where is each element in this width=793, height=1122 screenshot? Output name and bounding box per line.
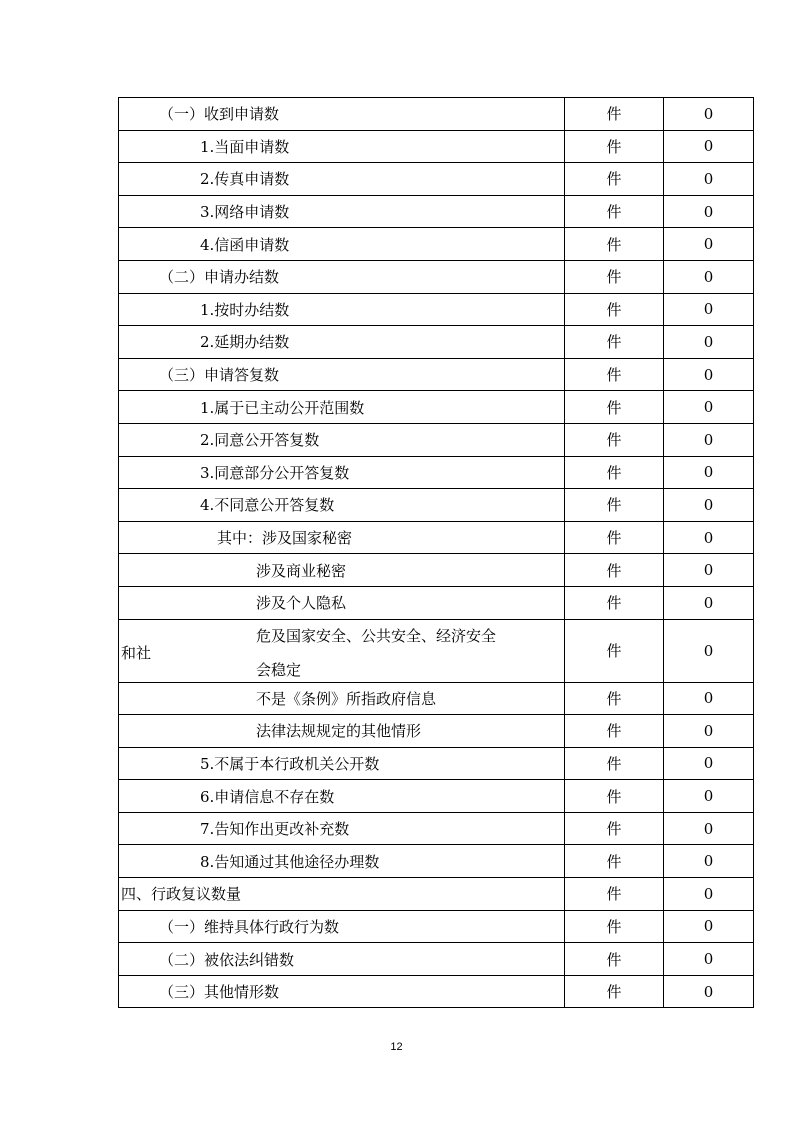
row-label-line: 会稳定 bbox=[256, 660, 302, 679]
row-label: 2.传真申请数 bbox=[119, 163, 565, 196]
table-row bbox=[119, 586, 754, 619]
row-label: 8.告知通过其他途径办理数 bbox=[119, 845, 565, 878]
row-label: 6.申请信息不存在数 bbox=[119, 780, 565, 813]
table-row bbox=[119, 521, 754, 554]
row-label: 不是《条例》所指政府信息 bbox=[119, 682, 565, 715]
row-value: 0 bbox=[664, 682, 754, 715]
row-value: 0 bbox=[664, 163, 754, 196]
row-unit: 件 bbox=[565, 554, 664, 587]
row-unit: 件 bbox=[565, 423, 664, 456]
row-unit: 件 bbox=[565, 163, 664, 196]
row-value: 0 bbox=[664, 619, 754, 682]
statistics-table bbox=[118, 97, 754, 1008]
table-row bbox=[119, 130, 754, 163]
page-number: 12 bbox=[390, 1041, 403, 1053]
row-value: 0 bbox=[664, 489, 754, 522]
row-label-line: 危及国家安全、公共安全、经济安全 bbox=[256, 626, 497, 645]
row-value: 0 bbox=[664, 358, 754, 391]
table-row bbox=[119, 195, 754, 228]
row-unit: 件 bbox=[565, 489, 664, 522]
row-unit: 件 bbox=[565, 943, 664, 976]
row-label: 2.同意公开答复数 bbox=[119, 423, 565, 456]
table-row bbox=[119, 975, 754, 1008]
table-row bbox=[119, 878, 754, 911]
row-label: 7.告知作出更改补充数 bbox=[119, 812, 565, 845]
row-value: 0 bbox=[664, 456, 754, 489]
row-value: 0 bbox=[664, 260, 754, 293]
row-unit: 件 bbox=[565, 98, 664, 131]
row-value: 0 bbox=[664, 910, 754, 943]
table-row bbox=[119, 228, 754, 261]
table-row bbox=[119, 747, 754, 780]
row-unit: 件 bbox=[565, 975, 664, 1008]
row-unit: 件 bbox=[565, 780, 664, 813]
row-label: （二）申请办结数 bbox=[119, 260, 565, 293]
row-unit: 件 bbox=[565, 228, 664, 261]
table-row bbox=[119, 780, 754, 813]
row-unit: 件 bbox=[565, 747, 664, 780]
row-value: 0 bbox=[664, 943, 754, 976]
row-value: 0 bbox=[664, 812, 754, 845]
row-label: 1.属于已主动公开范围数 bbox=[119, 391, 565, 424]
row-value: 0 bbox=[664, 195, 754, 228]
row-unit: 件 bbox=[565, 326, 664, 359]
row-unit: 件 bbox=[565, 195, 664, 228]
row-unit: 件 bbox=[565, 130, 664, 163]
row-label: （三）其他情形数 bbox=[119, 975, 565, 1008]
row-value: 0 bbox=[664, 130, 754, 163]
row-value: 0 bbox=[664, 391, 754, 424]
row-value: 0 bbox=[664, 975, 754, 1008]
row-label: 3.网络申请数 bbox=[119, 195, 565, 228]
table-row bbox=[119, 423, 754, 456]
row-value: 0 bbox=[664, 326, 754, 359]
row-label: 涉及商业秘密 bbox=[119, 554, 565, 587]
row-label: （一）收到申请数 bbox=[119, 98, 565, 131]
row-label: 4.不同意公开答复数 bbox=[119, 489, 565, 522]
row-unit: 件 bbox=[565, 260, 664, 293]
row-value: 0 bbox=[664, 845, 754, 878]
table-row bbox=[119, 943, 754, 976]
table-row bbox=[119, 845, 754, 878]
row-value: 0 bbox=[664, 715, 754, 748]
row-label: 法律法规规定的其他情形 bbox=[119, 715, 565, 748]
row-label: 涉及个人隐私 bbox=[119, 586, 565, 619]
row-unit: 件 bbox=[565, 812, 664, 845]
row-value: 0 bbox=[664, 293, 754, 326]
row-value: 0 bbox=[664, 747, 754, 780]
table-row bbox=[119, 812, 754, 845]
row-label-line: 和社 bbox=[121, 643, 152, 662]
row-value: 0 bbox=[664, 586, 754, 619]
row-value: 0 bbox=[664, 878, 754, 911]
row-label: 1.当面申请数 bbox=[119, 130, 565, 163]
row-value: 0 bbox=[664, 554, 754, 587]
row-label: 5.不属于本行政机关公开数 bbox=[119, 747, 565, 780]
row-value: 0 bbox=[664, 423, 754, 456]
row-unit: 件 bbox=[565, 293, 664, 326]
table-row bbox=[119, 358, 754, 391]
row-value: 0 bbox=[664, 228, 754, 261]
row-unit: 件 bbox=[565, 878, 664, 911]
table-row bbox=[119, 554, 754, 587]
row-value: 0 bbox=[664, 98, 754, 131]
row-label-multiline bbox=[119, 619, 565, 682]
row-label: 2.延期办结数 bbox=[119, 326, 565, 359]
row-label: （三）申请答复数 bbox=[119, 358, 565, 391]
row-value: 0 bbox=[664, 780, 754, 813]
row-unit: 件 bbox=[565, 619, 664, 682]
row-unit: 件 bbox=[565, 358, 664, 391]
row-label: （一）维持具体行政行为数 bbox=[119, 910, 565, 943]
table-row bbox=[119, 391, 754, 424]
table-row bbox=[119, 163, 754, 196]
table-row bbox=[119, 293, 754, 326]
table-row bbox=[119, 326, 754, 359]
table-row bbox=[119, 98, 754, 131]
table-row bbox=[119, 619, 754, 682]
row-label: 1.按时办结数 bbox=[119, 293, 565, 326]
row-unit: 件 bbox=[565, 715, 664, 748]
row-unit: 件 bbox=[565, 521, 664, 554]
row-unit: 件 bbox=[565, 910, 664, 943]
row-label: 其中：涉及国家秘密 bbox=[119, 521, 565, 554]
table-row bbox=[119, 456, 754, 489]
row-unit: 件 bbox=[565, 391, 664, 424]
row-label: 3.同意部分公开答复数 bbox=[119, 456, 565, 489]
row-unit: 件 bbox=[565, 586, 664, 619]
table-row bbox=[119, 489, 754, 522]
row-unit: 件 bbox=[565, 682, 664, 715]
row-unit: 件 bbox=[565, 845, 664, 878]
table-row bbox=[119, 715, 754, 748]
row-label: 4.信函申请数 bbox=[119, 228, 565, 261]
row-label: （二）被依法纠错数 bbox=[119, 943, 565, 976]
section-heading-label: 四、行政复议数量 bbox=[119, 878, 565, 911]
row-unit: 件 bbox=[565, 456, 664, 489]
table-row bbox=[119, 260, 754, 293]
table-row bbox=[119, 682, 754, 715]
row-value: 0 bbox=[664, 521, 754, 554]
table-row bbox=[119, 910, 754, 943]
